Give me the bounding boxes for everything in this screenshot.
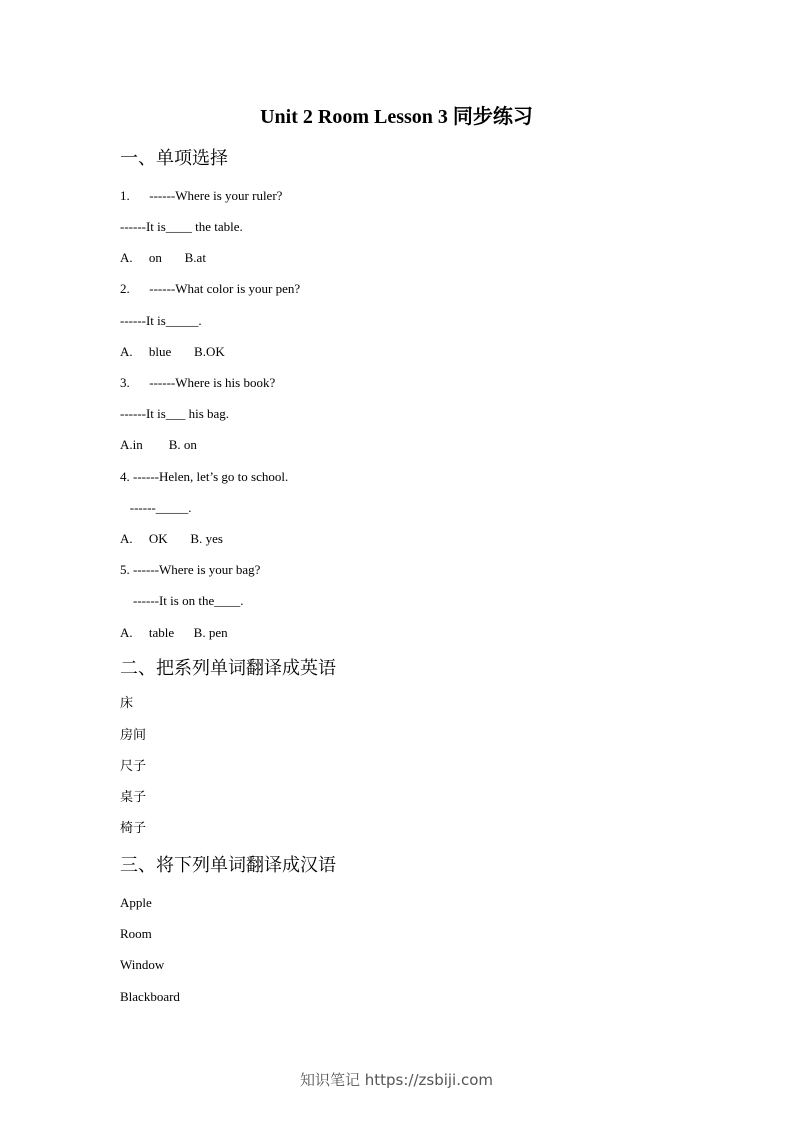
question-line: 2. ------What color is your pen? <box>120 281 301 296</box>
question-line: ------It is on the____. <box>120 593 244 608</box>
answer-options: A.in B. on <box>120 437 197 452</box>
section-heading-translate-to-english: 二、把系列单词翻译成英语 <box>120 658 336 679</box>
word-item: Apple <box>120 895 152 910</box>
answer-options: A. table B. pen <box>120 625 228 640</box>
question-line: ------It is_____. <box>120 313 202 328</box>
word-item: Room <box>120 926 152 941</box>
question-line: 1. ------Where is your ruler? <box>120 188 283 203</box>
word-item: 床 <box>120 696 134 711</box>
answer-options: A. OK B. yes <box>120 531 223 546</box>
answer-options: A. blue B.OK <box>120 344 225 359</box>
question-line: 3. ------Where is his book? <box>120 375 276 390</box>
question-line: ------It is___ his bag. <box>120 406 230 421</box>
word-item: Window <box>120 957 165 972</box>
answer-options: A. on B.at <box>120 250 206 265</box>
question-line: ------_____. <box>120 500 192 515</box>
word-item: 桌子 <box>120 790 147 805</box>
section-heading-multiple-choice: 一、单项选择 <box>120 148 228 169</box>
word-item: 房间 <box>120 728 147 743</box>
section-heading-translate-to-chinese: 三、将下列单词翻译成汉语 <box>120 855 336 876</box>
page-title: Unit 2 Room Lesson 3 同步练习 <box>260 106 533 128</box>
question-line: 5. ------Where is your bag? <box>120 562 261 577</box>
word-item: 椅子 <box>120 821 147 836</box>
question-line: ------It is____ the table. <box>120 219 243 234</box>
footer-watermark: 知识笔记 https://zsbiji.com <box>299 1071 494 1089</box>
question-line: 4. ------Helen, let’s go to school. <box>120 469 289 484</box>
word-item: Blackboard <box>120 989 180 1004</box>
word-item: 尺子 <box>120 759 147 774</box>
